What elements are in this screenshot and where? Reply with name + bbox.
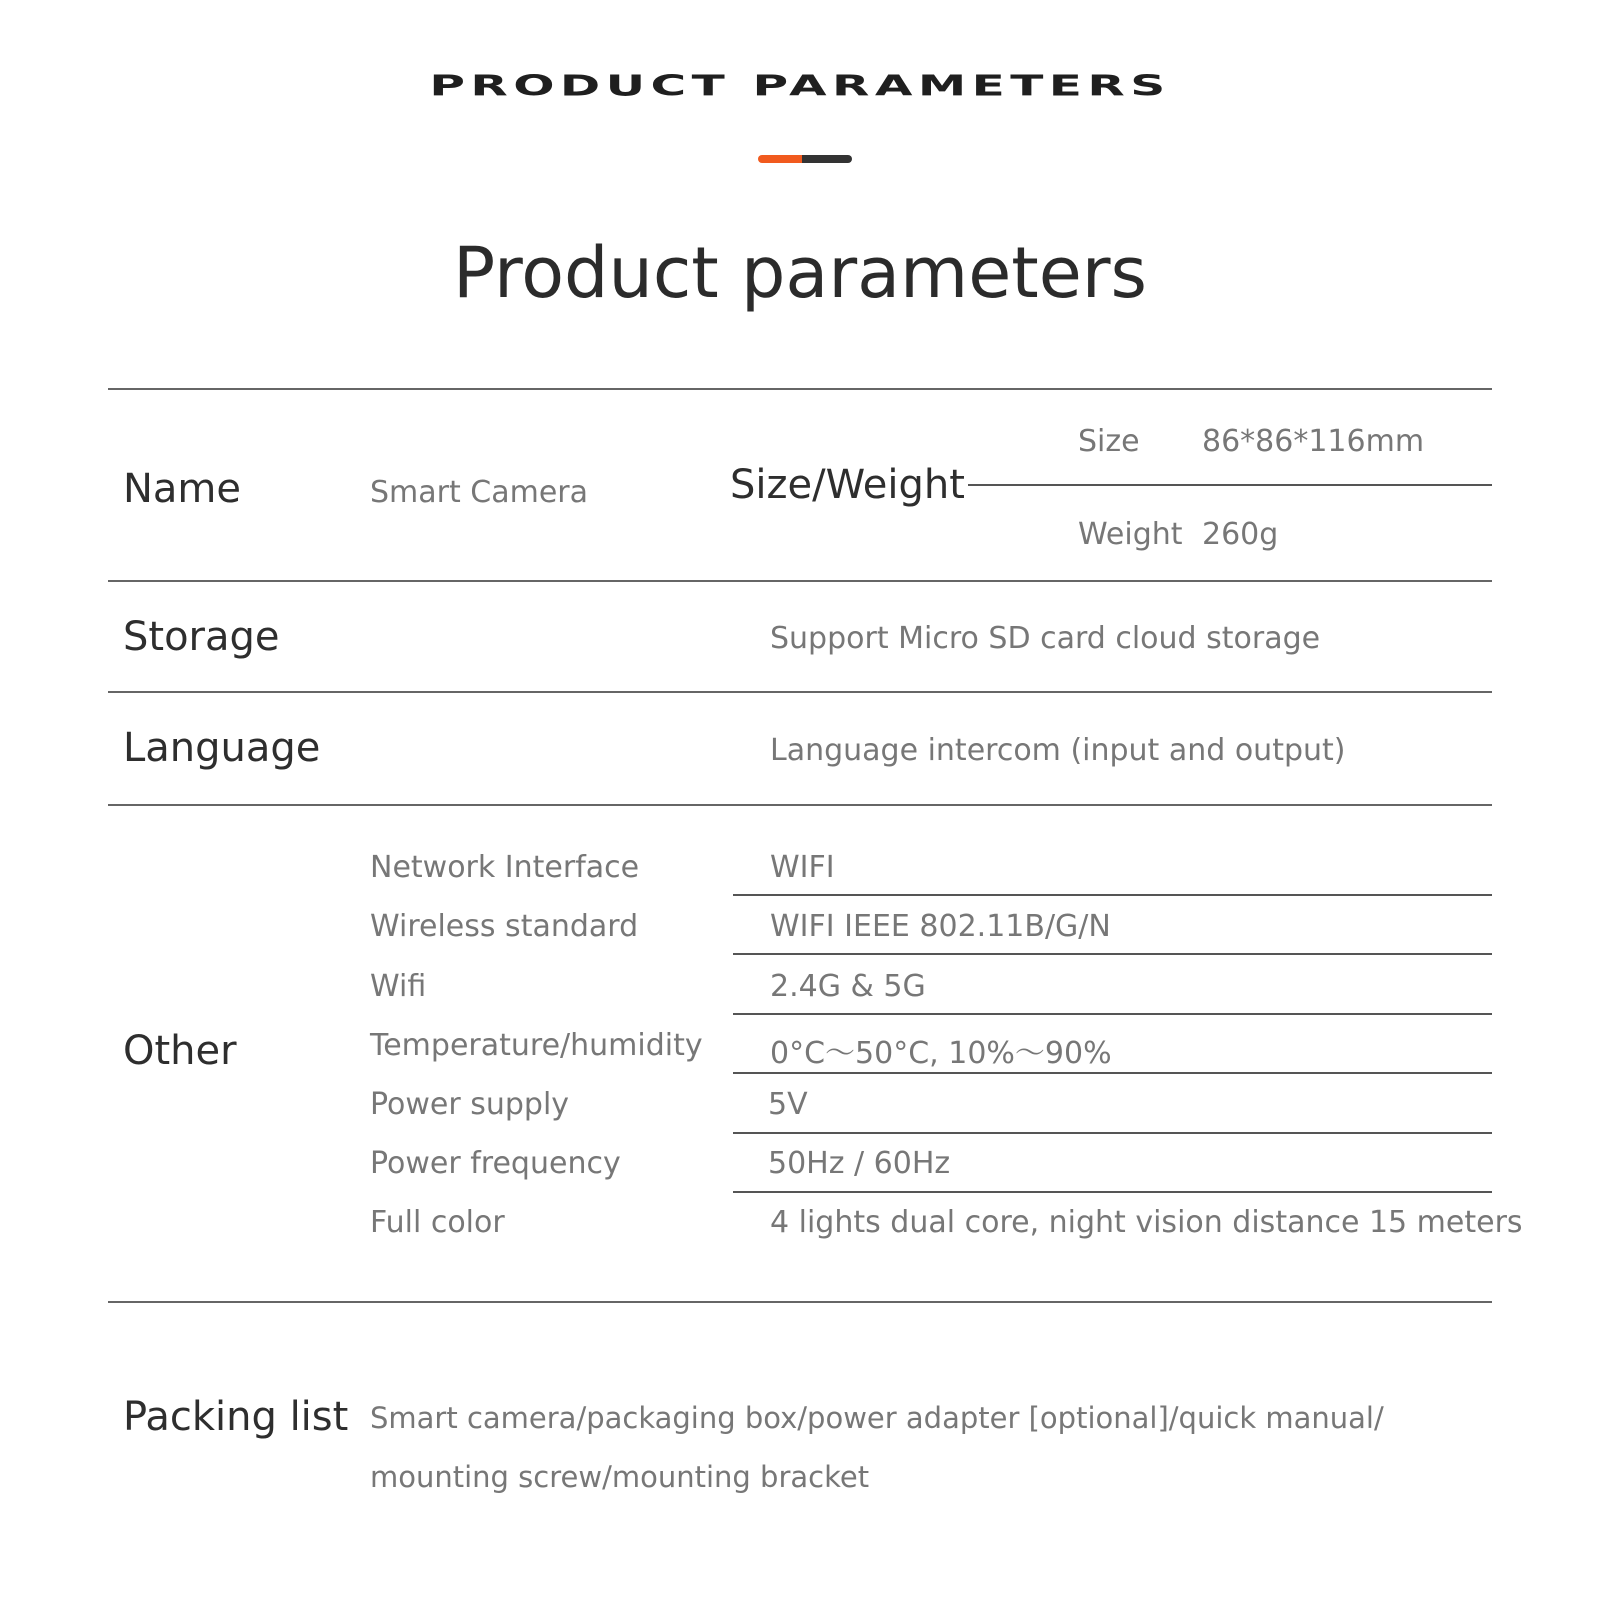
spec-divider xyxy=(733,894,1492,896)
accent-bar xyxy=(758,155,852,163)
spec-divider xyxy=(733,953,1492,955)
spec-key: Wifi xyxy=(370,969,427,1004)
spec-divider xyxy=(733,1013,1492,1015)
spec-value: 5V xyxy=(768,1087,808,1122)
spec-key: Full color xyxy=(370,1205,505,1240)
accent-bar-dark xyxy=(802,155,852,163)
size-weight-label: Size/Weight xyxy=(730,462,965,508)
spec-value: 0°C～50°C, 10%～90% xyxy=(770,1036,1112,1071)
spec-key: Network Interface xyxy=(370,850,640,885)
size-weight-divider xyxy=(968,484,1492,486)
spec-value: 2.4G & 5G xyxy=(770,969,926,1004)
storage-label: Storage xyxy=(123,614,280,660)
table-top-rule xyxy=(108,388,1492,390)
banner-heading: PRODUCT PARAMETERS xyxy=(429,70,1171,103)
spec-value: 4 lights dual core, night vision distance 15 meters xyxy=(770,1205,1523,1240)
name-label: Name xyxy=(123,466,242,512)
spec-value: WIFI IEEE 802.11B/G/N xyxy=(770,909,1111,944)
weight-label: Weight xyxy=(1078,517,1183,552)
spec-key: Temperature/humidity xyxy=(370,1028,703,1063)
size-value: 86*86*116mm xyxy=(1202,424,1425,459)
spec-divider xyxy=(733,1072,1492,1074)
spec-key: Wireless standard xyxy=(370,909,639,944)
spec-divider xyxy=(733,1191,1492,1193)
language-value: Language intercom (input and output) xyxy=(770,733,1346,768)
page-title: Product parameters xyxy=(452,232,1148,314)
name-value: Smart Camera xyxy=(370,475,589,510)
row-divider-3 xyxy=(108,804,1492,806)
packing-list-line-2: mounting screw/mounting bracket xyxy=(370,1460,870,1494)
storage-value: Support Micro SD card cloud storage xyxy=(770,621,1321,656)
spec-value: WIFI xyxy=(770,850,835,885)
packing-list-line-1: Smart camera/packaging box/power adapter [optional]/quick manual/ xyxy=(370,1401,1384,1435)
weight-value: 260g xyxy=(1202,517,1279,552)
size-label: Size xyxy=(1078,424,1140,459)
spec-key: Power supply xyxy=(370,1087,570,1122)
language-label: Language xyxy=(123,725,321,771)
accent-bar-orange xyxy=(758,155,804,163)
row-divider-4 xyxy=(108,1301,1492,1303)
spec-value: 50Hz / 60Hz xyxy=(768,1146,951,1181)
spec-divider xyxy=(733,1132,1492,1134)
spec-key: Power frequency xyxy=(370,1146,621,1181)
row-divider-2 xyxy=(108,691,1492,693)
row-divider-1 xyxy=(108,580,1492,582)
other-label: Other xyxy=(123,1028,237,1074)
packing-list-label: Packing list xyxy=(123,1394,349,1440)
